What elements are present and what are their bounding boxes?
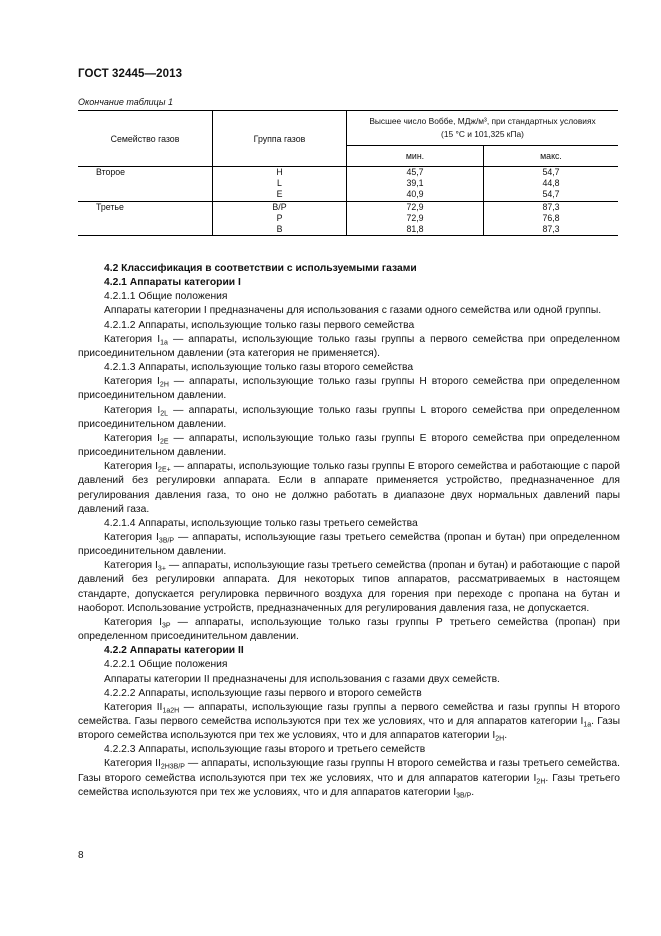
group-cell: [213, 201, 347, 236]
group-value: H: [276, 167, 283, 177]
paragraph: Аппараты категории II предназначены для использования с газами двух семейств.: [104, 673, 500, 685]
max-value: 76,8: [542, 212, 560, 223]
column-header-min: мин.: [347, 146, 484, 167]
paragraph: Категория $I_{2E}$ — аппараты, использующие только газы группы Е второго семейства при определенном присоединительном давлении.: [78, 432, 620, 459]
group-value: B/P: [272, 201, 287, 212]
family-cell: Второе: [78, 167, 213, 202]
paragraph: Категория $I_{2E+}$ — аппараты, использующие только газы группы Е второго семейства и работающие с парой давлений без регулировки аппарата. Если в аппарате применяется устройство, предназначенное для регулирования давления газа, то оно не должно работать в диапазоне двух нормальных давлений пары давлений газа.: [78, 461, 621, 515]
max-value: 87,3: [542, 224, 560, 235]
page-number: 8: [78, 850, 84, 861]
section-heading: 4.2 Классификация в соответствии с используемыми газами: [104, 263, 417, 274]
min-value: 72,9: [406, 201, 424, 212]
min-cell: [347, 167, 484, 202]
paragraph: Категория $I_{3+}$ — аппараты, использующие газы третьего семейства (пропан и бутан) и работающие с парой давлений без регулировки аппарата. Для некоторых типов аппаратов, рассматриваемых в настоящем стандарте, допускается регулировка первичного воздуха для горения при переходе с пропана на бутан и наоборот. Использование устройств, предназначенных для регулирования давления газа, не допускается.: [78, 560, 620, 614]
group-cell: [213, 167, 347, 202]
max-cell: [484, 201, 619, 236]
max-cell: [484, 167, 619, 202]
group-value: B: [276, 224, 283, 235]
column-header-family: Семейство газов: [78, 111, 213, 167]
paragraph: Категория $I_{1a}$ — аппараты, использующие только газы группы а первого семейства при определенном присоединительном давлении (эта категория не применяется).: [78, 333, 621, 359]
paragraph: Категория $II_{2H3B/P}$ — аппараты, использующие газы группы Н второго семейства и газы третьего семейства. Газы второго семейства используются при тех же условиях, что и для аппаратов категории $I_{2H}$. Газы третьего семейства используются при тех же условиях, что и для аппаратов категории $I_{3B/P}$.: [78, 758, 621, 800]
max-value: 44,8: [542, 178, 560, 189]
wobbe-table: [78, 110, 618, 236]
subsection-heading: 4.2.2.1 Общие положения: [104, 659, 228, 671]
subsection-heading: 4.2.1.2 Аппараты, использующие только газы первого семейства: [104, 319, 415, 331]
subsection-heading: 4.2.2.3 Аппараты, использующие газы второго и третьего семейств: [104, 744, 426, 756]
min-value: 40,9: [406, 189, 424, 200]
wobbe-header-line1: Высшее число Воббе, МДж/м³, при стандартных условиях: [369, 116, 596, 126]
column-header-max: макс.: [484, 146, 619, 167]
subsection-heading: 4.2.1.1 Общие положения: [104, 291, 228, 303]
group-value: P: [276, 212, 283, 223]
max-value: 87,3: [542, 201, 560, 212]
min-value: 81,8: [406, 224, 424, 235]
paragraph: Категория $I_{2L}$ — аппараты, использующие только газы группы L второго семейства при определенном присоединительном давлении.: [78, 404, 620, 430]
paragraph: Категория $II_{1a2H}$ — аппараты, использующие газы группы а первого семейства и газы группы Н второго семейства. Газы первого семейства используются при тех же условиях, что и для аппаратов категории $I_{1a}$. Газы второго семейства используются при тех же условиях, что и для аппаратов категории $I_{2H}$.: [78, 701, 620, 743]
max-value: 54,7: [542, 189, 560, 200]
table-caption: Окончание таблицы 1: [78, 97, 173, 107]
paragraph: Категория $I_{3B/P}$ — аппараты, использующие газы третьего семейства (пропан и бутан) при определенном присоединительном давлении.: [78, 531, 621, 558]
subsection-heading: 4.2.2.2 Аппараты, использующие газы первого и второго семейств: [104, 687, 422, 699]
min-value: 39,1: [406, 178, 424, 189]
family-cell: Третье: [78, 201, 213, 236]
min-value: 72,9: [406, 212, 424, 223]
group-value: E: [276, 189, 283, 200]
paragraph: Категория $I_{2H}$ — аппараты, использующие только газы группы Н второго семейства при определенном присоединительном давлении.: [78, 376, 620, 402]
paragraph: Аппараты категории I предназначены для использования с газами одного семейства или одной группы.: [104, 305, 602, 317]
group-value: L: [277, 178, 282, 189]
column-header-group: Группа газов: [213, 111, 347, 167]
section-heading: 4.2.1 Аппараты категории I: [104, 277, 241, 289]
document-body: [78, 262, 620, 800]
min-cell: [347, 201, 484, 236]
table-row: [78, 167, 618, 202]
min-value: 45,7: [406, 167, 424, 177]
section-heading: 4.2.2 Аппараты категории II: [104, 645, 244, 657]
wobbe-header-line2: (15 °С и 101,325 кПа): [441, 129, 524, 139]
table-row: [78, 201, 618, 236]
subsection-heading: 4.2.1.4 Аппараты, использующие только газы третьего семейства: [104, 517, 418, 529]
column-header-wobbe: [347, 111, 619, 146]
subsection-heading: 4.2.1.3 Аппараты, использующие только газы второго семейства: [104, 362, 414, 374]
document-id: ГОСТ 32445—2013: [78, 68, 183, 80]
paragraph: Категория $I_{3P}$ — аппараты, использующие только газы группы Р третьего семейства (пропан) при определенном присоединительном давлении.: [78, 616, 620, 643]
max-value: 54,7: [542, 167, 560, 177]
